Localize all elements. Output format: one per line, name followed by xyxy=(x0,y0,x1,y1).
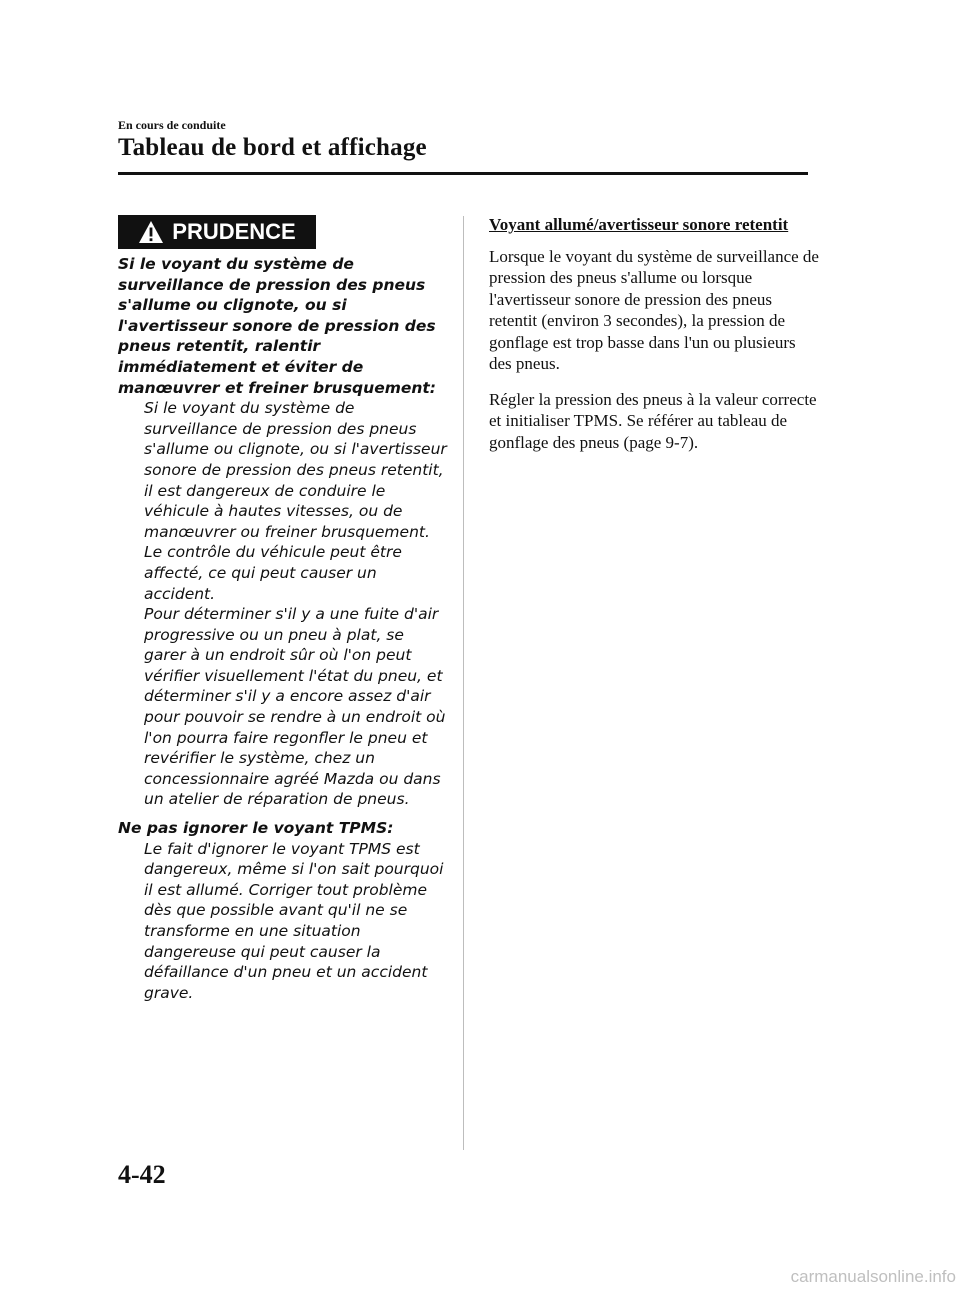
title-rule xyxy=(118,172,808,175)
caution-lead-2: Ne pas ignorer le voyant TPMS: xyxy=(118,819,394,838)
column-divider xyxy=(463,216,464,1150)
caution-body-1a: Si le voyant du système de surveillance de pression des pneus s'allume ou clignote, ou si l'avertisseur sonore de pression des pneus retentit, il est dangereux de conduire le véhicule à hautes vitesses, ou de manœuvrer ou freiner brusquement. Le contrôle du véhicule peut être affecté, ce qui peut causer un accident. xyxy=(144,399,447,603)
section-label: En cours de conduite xyxy=(118,118,226,132)
watermark: carmanualsonline.info xyxy=(790,1267,956,1286)
caution-body xyxy=(118,254,448,1003)
caution-lead-1: Si le voyant du système de surveillance de pression des pneus s'allume ou clignote, ou si l'avertisseur sonore de pression des pneus retentit, ralentir immédiatement et éviter de manœuvrer et freiner brusquement: xyxy=(118,255,437,397)
right-column xyxy=(489,214,819,467)
paragraph-2: Régler la pression des pneus à la valeur correcte et initialiser TPMS. Se référer au tableau de gonflage des pneus (page 9-7). xyxy=(489,389,817,452)
caution-badge xyxy=(118,215,316,249)
sub-heading: Voyant allumé/avertisseur sonore retentit xyxy=(489,215,789,234)
page-title: Tableau de bord et affichage xyxy=(118,134,427,161)
paragraph-1: Lorsque le voyant du système de surveillance de pression des pneus s'allume ou lorsque l'avertisseur sonore de pression des pneus retentit (environ 3 secondes), la pression de gonflage est trop basse dans l'un ou plusieurs des pneus. xyxy=(489,246,819,373)
page-number: 4-42 xyxy=(118,1160,166,1189)
warning-triangle-icon xyxy=(138,220,164,244)
caution-label: PRUDENCE xyxy=(172,219,296,244)
caution-body-2: Le fait d'ignorer le voyant TPMS est dangereux, même si l'on sait pourquoi il est allumé. Corriger tout problème dès que possible avant qu'il ne se transforme en une situation dangereuse qui peut causer la défaillance d'un pneu et un accident grave. xyxy=(144,839,444,1002)
caution-body-1b: Pour déterminer s'il y a une fuite d'air progressive ou un pneu à plat, se garer à un endroit sûr où l'on peut vérifier visuellement l'état du pneu, et déterminer s'il y a encore assez d'air pour pouvoir se rendre à un endroit où l'on pourra faire regonfler le pneu et revérifier le système, chez un concessionnaire agréé Mazda ou dans un atelier de réparation de pneus. xyxy=(144,605,446,809)
